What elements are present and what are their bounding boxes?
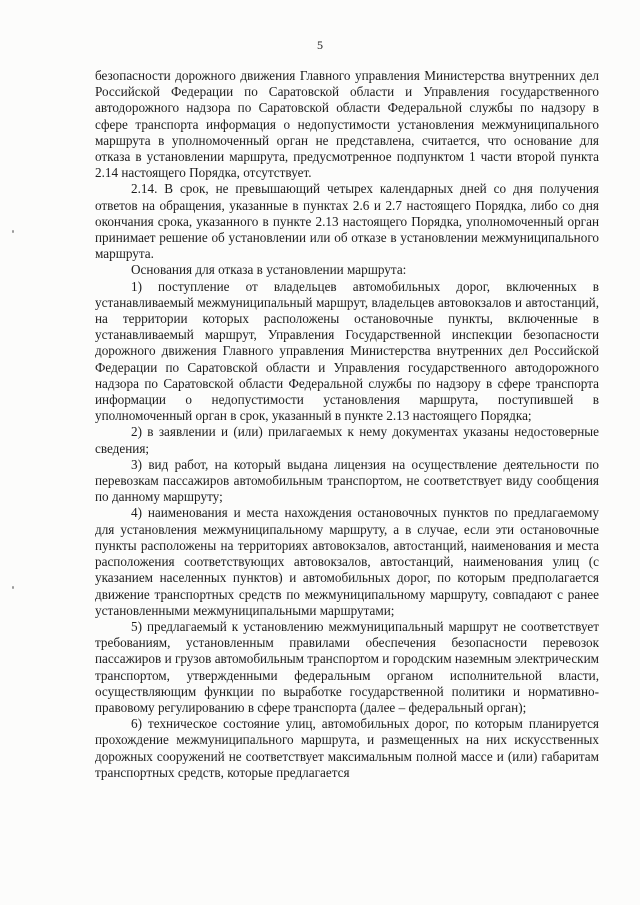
scan-speck [12, 586, 14, 589]
paragraph-item-3: 3) вид работ, на который выдана лицензия на осуществление деятельности по перевозкам пассажиров автомобильным транспортом, не соответствует виду сообщения по данному маршруту; [95, 456, 599, 505]
scan-speck [12, 230, 14, 233]
paragraph-item-5: 5) предлагаемый к установлению межмуниципальный маршрут не соответствует требованиям, установленным правилами обеспечения безопасности перевозок пассажиров и грузов автомобильным транспортом и городским наземным электрическим транспортом, утвержденными федеральным органом исполнительной власти, осуществляющим функции по выработке государственной политики и нормативно-правовому регулированию в сфере транспорта (далее – федеральный орган); [95, 618, 599, 715]
page-number: 5 [317, 38, 323, 52]
paragraph-2-14: 2.14. В срок, не превышающий четырех календарных дней со дня получения ответов на обращения, указанные в пунктах 2.6 и 2.7 настоящего Порядка, либо со дня окончания срока, указанного в пункте 2.13 настоящего Порядка, уполномоченный орган принимает решение об установлении или об отказе в установлении межмуниципального маршрута. [95, 181, 599, 262]
paragraph-refusal-grounds: Основания для отказа в установлении маршрута: [131, 262, 407, 278]
document-body [95, 68, 599, 781]
paragraph-item-1: 1) поступление от владельцев автомобильных дорог, включенных в устанавливаемый межмуниципальный маршрут, владельцев автовокзалов и автостанций, на территории которых расположены остановочные пункты, включенные в устанавливаемый маршрут, Управления Государственной инспекции безопасности дорожного движения Главного управления Министерства внутренних дел Российской Федерации по Саратовской области и Управления государственного автодорожного надзора по Саратовской области Федеральной службы по надзору в сфере транспорта информации о недопустимости установления маршрута, поступившей в уполномоченный орган в срок, указанный в пункте 2.13 настоящего Порядка; [95, 278, 599, 424]
paragraph-item-4: 4) наименования и места нахождения остановочных пунктов по предлагаемому для установления межмуниципальному маршруту, а в случае, если эти остановочные пункты расположены на территориях автовокзалов, автостанций, наименования и места расположения соответствующих автовокзалов, автостанций, наименования улиц (с указанием населенных пунктов) и автомобильных дорог, по которым предполагается движение транспортных средств по межмуниципальному маршруту, совпадают с ранее установленными межмуниципальными маршрутами; [95, 505, 599, 618]
paragraph-continuation: безопасности дорожного движения Главного управления Министерства внутренних дел Российской Федерации по Саратовской области и Управления государственного автодорожного надзора по Саратовской области Федеральной службы по надзору в сфере транспорта информация о недопустимости установления межмуниципального маршрута в уполномоченный орган не представлена, считается, что основание для отказа в установлении маршрута, предусмотренное подпунктом 1 части второй пункта 2.14 настоящего Порядка, отсутствует. [95, 68, 599, 181]
paragraph-item-2: 2) в заявлении и (или) прилагаемых к нему документах указаны недостоверные сведения; [95, 424, 599, 456]
paragraph-item-6: 6) техническое состояние улиц, автомобильных дорог, по которым планируется прохождение межмуниципального маршрута, и размещенных на них искусственных дорожных сооружений не соответствует максимальным полной массе и (или) габаритам транспортных средств, которые предлагается [95, 716, 599, 780]
